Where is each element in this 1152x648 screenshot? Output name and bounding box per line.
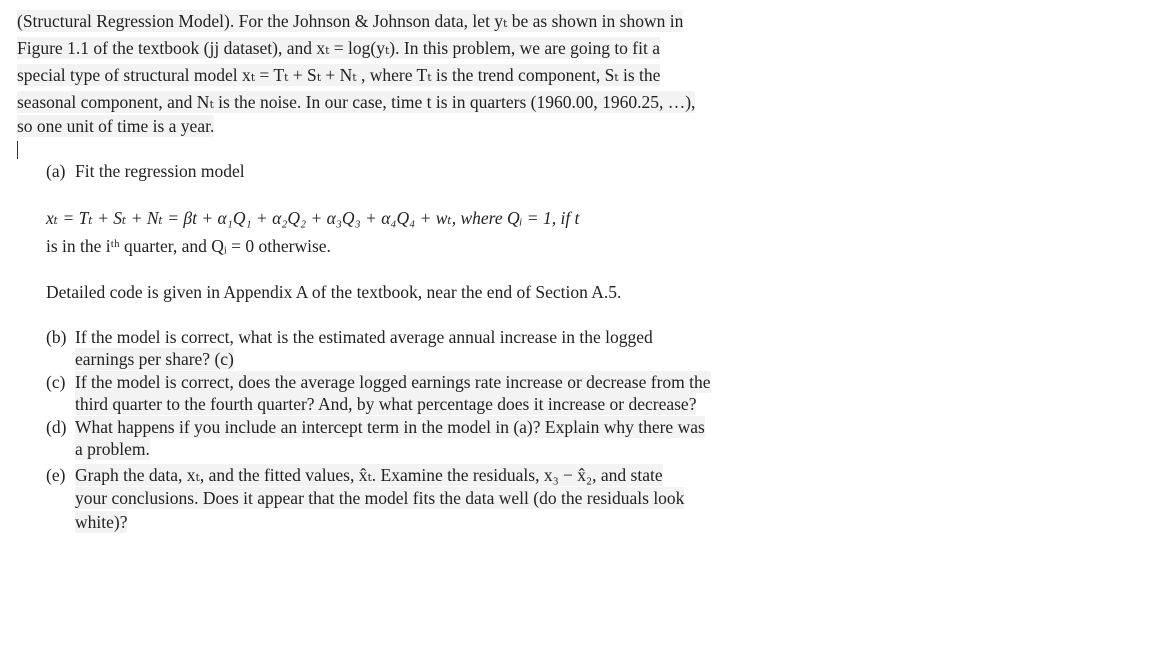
- intro-line-5: so one unit of time is a year.: [17, 116, 215, 136]
- text-cursor: [17, 141, 18, 159]
- part-a-text: Fit the regression model: [75, 161, 245, 181]
- part-a-equation-line-1: xₜ = Tₜ + Sₜ + Nₜ = βt + α₁Q₁ + α₂Q₂ + α₃Q₃ + α₄Q₄ + wₜ, where Qᵢ = 1, if t: [46, 208, 580, 228]
- intro-line-3: special type of structural model xₜ = Tₜ + Sₜ + Nₜ , where Tₜ is the trend component, Sₜ is the: [17, 65, 661, 85]
- part-e-marker: (e): [46, 465, 66, 485]
- part-c-marker: (c): [46, 372, 66, 392]
- part-e-line-1: Graph the data, xₜ, and the fitted values, x̂ₜ. Examine the residuals, x₃ − x̂₂, and state: [75, 465, 663, 485]
- intro-line-4: seasonal component, and Nₜ is the noise. In our case, time t is in quarters (1960.00, 1960.25, …),: [17, 92, 696, 112]
- intro-line-2: Figure 1.1 of the textbook (jj dataset), and xₜ = log(yₜ). In this problem, we are going to fit a: [17, 38, 661, 58]
- part-b-marker: (b): [46, 327, 67, 347]
- part-a-marker: (a): [46, 161, 66, 181]
- part-a-equation-line-2: is in the iᵗʰ quarter, and Qᵢ = 0 otherwise.: [46, 236, 331, 256]
- detail-note: Detailed code is given in Appendix A of the textbook, near the end of Section A.5.: [46, 282, 622, 302]
- part-d-line-2: a problem.: [75, 439, 150, 459]
- part-e-line-2: your conclusions. Does it appear that the model fits the data well (do the residuals look: [75, 488, 685, 508]
- part-e-line-3: white)?: [75, 512, 128, 532]
- part-b-line-2: earnings per share? (c): [75, 349, 234, 369]
- part-d-line-1: What happens if you include an intercept term in the model in (a)? Explain why there was: [75, 417, 705, 437]
- part-b-line-1: If the model is correct, what is the estimated average annual increase in the logged: [75, 327, 653, 347]
- part-c-line-2: third quarter to the fourth quarter? And, by what percentage does it increase or decrease?: [75, 394, 697, 414]
- part-c-line-1: If the model is correct, does the average logged earnings rate increase or decrease from the: [75, 372, 711, 392]
- part-d-marker: (d): [46, 417, 67, 437]
- intro-line-1: (Structural Regression Model). For the Johnson & Johnson data, let yₜ be as shown in shown in: [17, 11, 684, 31]
